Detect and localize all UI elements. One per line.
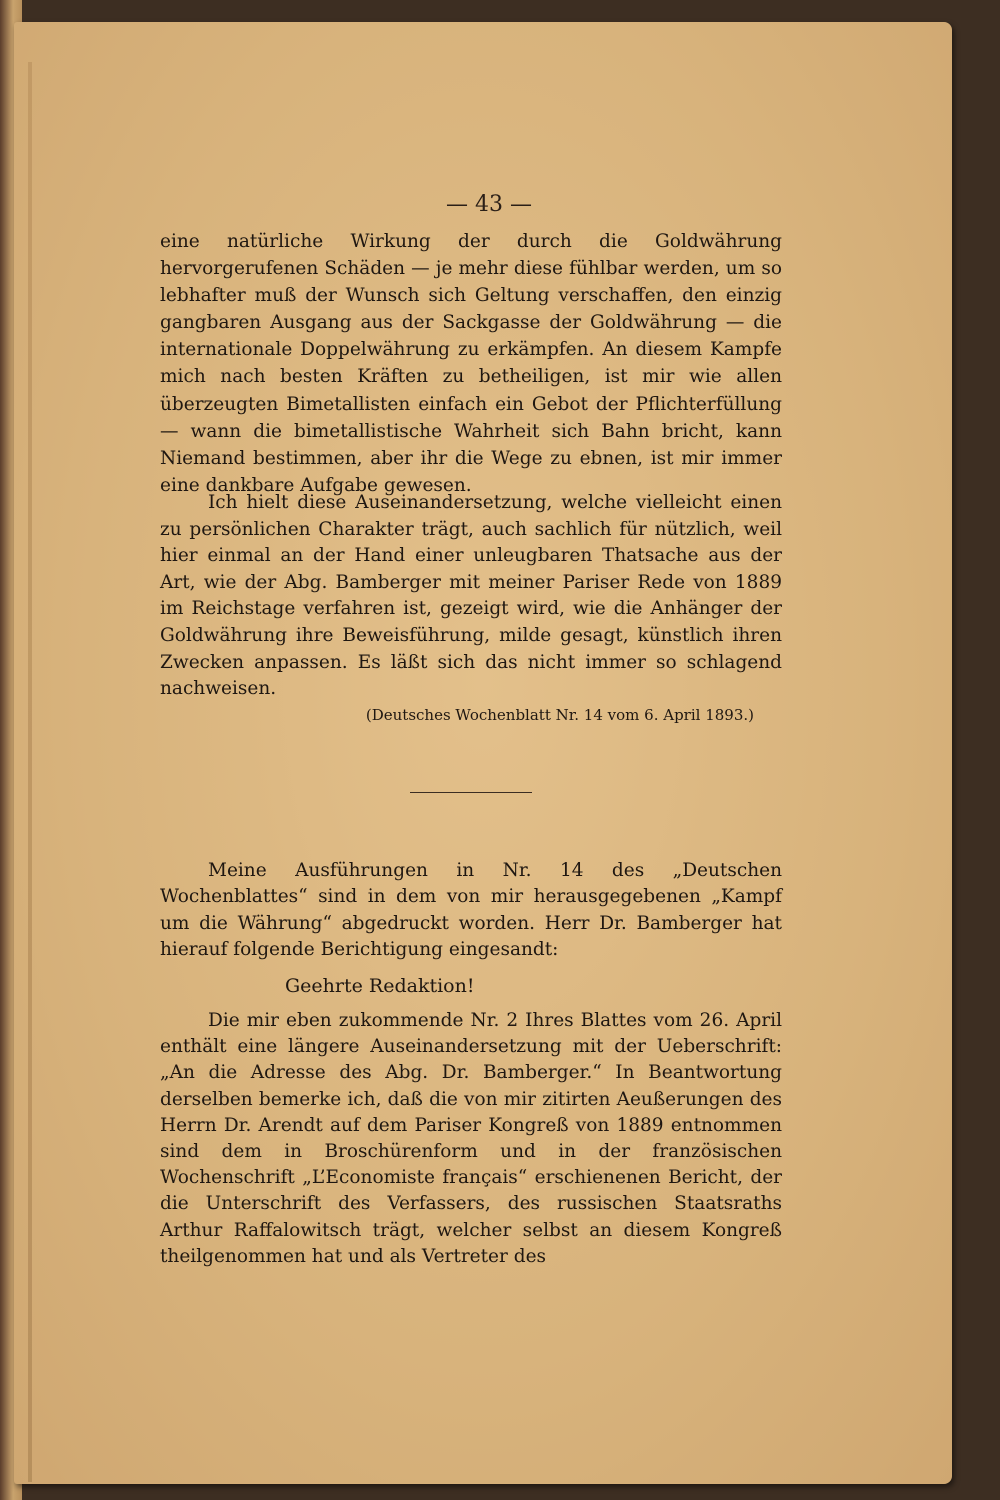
letter-body <box>160 1008 782 1270</box>
source-citation: (Deutsches Wochenblatt Nr. 14 vom 6. April 1893.) <box>365 706 754 724</box>
letter-salutation: Geehrte Redaktion! <box>285 975 475 997</box>
page-number: — 43 — <box>446 192 532 217</box>
paragraph-continuation <box>160 228 782 499</box>
page-gutter <box>28 62 32 1482</box>
paragraph-3-text: Meine Ausführungen in Nr. 14 des „Deutschen Wochenblattes“ sind in dem von mir herausgegebenen „Kampf um die Währung“ abgedruckt worden. Herr Dr. Bamberger hat hierauf folgende Berichtigung eingesandt: <box>160 860 782 961</box>
paragraph-argument <box>160 490 782 703</box>
paragraph-4-text: Die mir eben zukommende Nr. 2 Ihres Blattes vom 26. April enthält eine längere Auseinandersetzung mit der Ueberschrift: „An die Adresse des Abg. Dr. Bamberger.“ In Beantwortung derselben bemerke ich, daß die von mir zitirten Aeußerungen des Herrn Dr. Arendt auf dem Pariser Kongreß von 1889 entnommen sind dem in Broschürenform und in der französischen Wochenschrift „L’Economiste français“ erschienenen Bericht, der die Unterschrift des Verfassers, des russischen Staatsraths Arthur Raffalowitsch trägt, welcher selbst an diesem Kongreß theilgenommen hat und als Vertreter des <box>160 1010 782 1267</box>
paragraph-1-text: eine natürliche Wirkung der durch die Goldwährung hervorgerufenen Schäden — je mehr diese fühlbar werden, um so lebhafter muß der Wunsch sich Geltung verschaffen, den einzig gangbaren Ausgang aus der Sackgasse der Goldwährung — die internationale Doppelwährung zu erkämpfen. An diesem Kampfe mich nach besten Kräften zu betheiligen, ist mir wie allen überzeugten Bimetallisten einfach ein Gebot der Pflichterfüllung — wann die bimetallistische Wahrheit sich Bahn bricht, kann Niemand bestimmen, aber ihr die Wege zu ebnen, ist mir immer eine dankbare Aufgabe gewesen. <box>160 231 782 496</box>
paragraph-intro <box>160 858 782 964</box>
paragraph-2-text: Ich hielt diese Auseinandersetzung, welche vielleicht einen zu persönlichen Charakter trägt, auch sachlich für nützlich, weil hier einmal an der Hand einer unleugbaren Thatsache aus der Art, wie der Abg. Bamberger mit meiner Pariser Rede von 1889 im Reichstage verfahren ist, gezeigt wird, wie die Anhänger der Goldwährung ihre Beweisführung, milde gesagt, künstlich ihren Zwecken anpassen. Es läßt sich das nicht immer so schlagend nachweisen. <box>160 492 782 700</box>
section-separator <box>410 792 532 793</box>
